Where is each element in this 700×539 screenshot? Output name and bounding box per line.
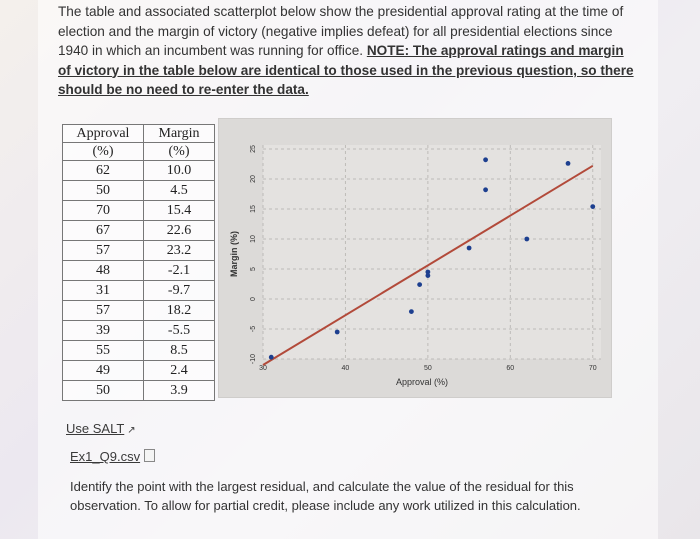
header-approval-unit: (%): [63, 143, 144, 161]
table-row: [63, 281, 215, 301]
question-text: Identify the point with the largest residual, and calculate the value of the residual for this observation. To allow for partial credit, please include any work utilized in this calculation.: [70, 479, 581, 513]
use-salt-label: Use SALT: [66, 421, 125, 436]
data-point: [524, 237, 529, 242]
data-point: [483, 187, 488, 192]
y-tick-label: 15: [250, 205, 257, 213]
margin-cell: 10.0: [144, 161, 215, 181]
intro-paragraph: [58, 2, 638, 100]
approval-cell: 31: [63, 281, 144, 301]
approval-cell: 57: [63, 301, 144, 321]
approval-cell: 49: [63, 361, 144, 381]
margin-cell: 4.5: [144, 181, 215, 201]
table-header-units-row: [63, 143, 215, 161]
x-tick-label: 30: [259, 365, 267, 372]
margin-cell: -2.1: [144, 261, 215, 281]
margin-cell: 15.4: [144, 201, 215, 221]
table-row: [63, 301, 215, 321]
approval-cell: 70: [63, 201, 144, 221]
approval-cell: 57: [63, 241, 144, 261]
table-row: [63, 161, 215, 181]
data-point: [335, 330, 340, 335]
table-row: [63, 361, 215, 381]
use-salt-link[interactable]: [66, 421, 136, 436]
table-row: [63, 321, 215, 341]
y-tick-label: 10: [250, 235, 257, 243]
table-row: [63, 261, 215, 281]
x-tick-label: 60: [506, 365, 515, 372]
file-icon: [144, 449, 155, 462]
intro-note: NOTE: The approval ratings and margin of victory in the table below are identical to those used in the previous question, so there should be no need to re-enter the data.: [58, 43, 634, 97]
margin-cell: 18.2: [144, 301, 215, 321]
table-header-row: [63, 125, 215, 143]
table-row: [63, 241, 215, 261]
header-margin-unit: (%): [144, 143, 215, 161]
data-point: [269, 355, 274, 360]
scatterplot-svg: [219, 119, 611, 397]
y-tick-label: 0: [250, 297, 257, 301]
data-point: [425, 273, 430, 278]
header-approval: Approval: [63, 125, 144, 143]
table-row: [63, 381, 215, 401]
margin-cell: -9.7: [144, 281, 215, 301]
table-row: [63, 341, 215, 361]
scatterplot: [218, 118, 612, 398]
margin-cell: 2.4: [144, 361, 215, 381]
x-axis-label: Approval (%): [395, 377, 449, 387]
approval-cell: 39: [63, 321, 144, 341]
y-tick-label: 20: [250, 175, 257, 183]
y-tick-label: 25: [250, 145, 257, 153]
margin-cell: 8.5: [144, 341, 215, 361]
csv-file-label: Ex1_Q9.csv: [70, 449, 141, 464]
margin-cell: 3.9: [144, 381, 215, 401]
approval-cell: 50: [63, 381, 144, 401]
approval-cell: 67: [63, 221, 144, 241]
y-tick-label: 5: [250, 267, 257, 271]
margin-cell: 22.6: [144, 221, 215, 241]
table-row: [63, 181, 215, 201]
x-tick-label: 40: [341, 365, 350, 372]
data-point: [566, 161, 571, 166]
data-table: [62, 124, 215, 401]
data-point: [409, 309, 414, 314]
y-tick-label: -5: [250, 325, 257, 333]
intro-text: The table and associated scatterplot below show the presidential approval rating at the time of election and the margin of victory (negative implies defeat) for all presidential elections since 1940 in which an incumbent was running for office.: [58, 4, 624, 58]
margin-cell: 23.2: [144, 241, 215, 261]
data-point: [483, 157, 488, 162]
table-row: [63, 221, 215, 241]
margin-cell: -5.5: [144, 321, 215, 341]
data-point: [467, 246, 472, 251]
y-tick-label: -10: [250, 353, 257, 365]
plot-area: [263, 145, 601, 359]
data-point: [417, 282, 422, 287]
approval-cell: 55: [63, 341, 144, 361]
header-margin: Margin: [144, 125, 215, 143]
approval-cell: 50: [63, 181, 144, 201]
x-tick-label: 50: [423, 365, 432, 372]
y-axis-label: Margin (%): [229, 231, 239, 277]
data-point: [590, 204, 595, 209]
external-link-icon: ↗: [127, 425, 136, 436]
table-row: [63, 201, 215, 221]
x-tick-label: 70: [588, 365, 597, 372]
csv-file-link[interactable]: [70, 449, 155, 464]
approval-cell: 48: [63, 261, 144, 281]
approval-cell: 62: [63, 161, 144, 181]
